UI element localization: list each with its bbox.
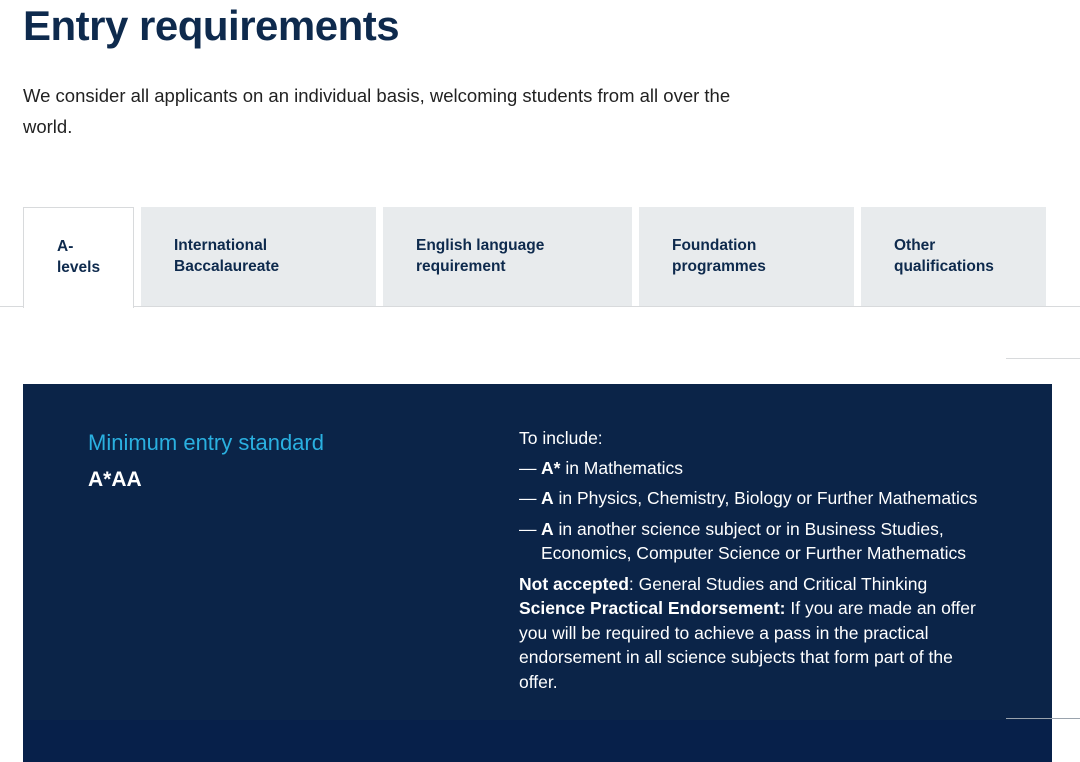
list-item [519, 456, 989, 481]
a-levels-panel [23, 384, 1052, 762]
side-divider [1006, 358, 1080, 359]
tab-other-qualifications[interactable] [861, 207, 1046, 306]
minimum-entry-value: A*AA [88, 468, 142, 491]
science-practical-note [519, 596, 989, 694]
dash-bullet: — [519, 518, 537, 539]
tab-label-line1: Other [894, 237, 936, 254]
dash-bullet: — [519, 488, 537, 508]
tab-label-line1: Foundation [672, 237, 757, 254]
list-item [519, 486, 989, 511]
tab-label-line2: Baccalaureate [174, 258, 280, 275]
list-item [519, 517, 989, 566]
tab-international-baccalaureate[interactable] [141, 207, 376, 306]
not-accepted-label: Not accepted [519, 573, 629, 594]
science-practical-text: If you are made an offer you will be required to achieve a pass in the practical endorsement in all science subjects that form part of the offer. [519, 598, 976, 692]
tab-foundation-programmes[interactable] [639, 207, 854, 306]
item-text: in Physics, Chemistry, Biology or Further Mathematics [553, 488, 978, 508]
tab-a-levels[interactable] [23, 207, 134, 308]
side-divider-lower [1006, 718, 1080, 719]
tab-label-line2: requirement [416, 258, 506, 275]
grade: A [541, 488, 554, 508]
minimum-entry-label: Minimum entry standard [88, 430, 324, 455]
page-title: Entry requirements [23, 2, 400, 49]
intro-text: We consider all applicants on an individual basis, welcoming students from all over the world. [23, 85, 731, 137]
grade: A [541, 518, 554, 539]
tab-label-line1: English language [416, 237, 545, 254]
tab-bar-divider [0, 306, 1080, 307]
dash-bullet: — [519, 457, 537, 478]
not-accepted-text: : General Studies and Critical Thinking [628, 573, 928, 594]
panel-lower-band [23, 720, 1052, 762]
requirements-list [519, 456, 989, 566]
item-text: in another science subject or in Business Studies, Economics, Computer Science or Further Mathematics [541, 518, 967, 563]
not-accepted-note [519, 572, 989, 597]
tab-label-line2: levels [57, 259, 101, 276]
tab-label-line1: A- [57, 238, 74, 255]
requirements-block [519, 426, 989, 694]
tab-label-line2: programmes [672, 258, 766, 275]
include-heading: To include: [519, 428, 603, 448]
tab-label-line2: qualifications [894, 258, 994, 275]
grade: A* [541, 457, 561, 478]
tab-label-line1: International [174, 237, 268, 254]
tab-english-language-requirement[interactable] [383, 207, 632, 306]
science-practical-label: Science Practical Endorsement: [519, 598, 786, 618]
item-text: in Mathematics [560, 457, 683, 478]
